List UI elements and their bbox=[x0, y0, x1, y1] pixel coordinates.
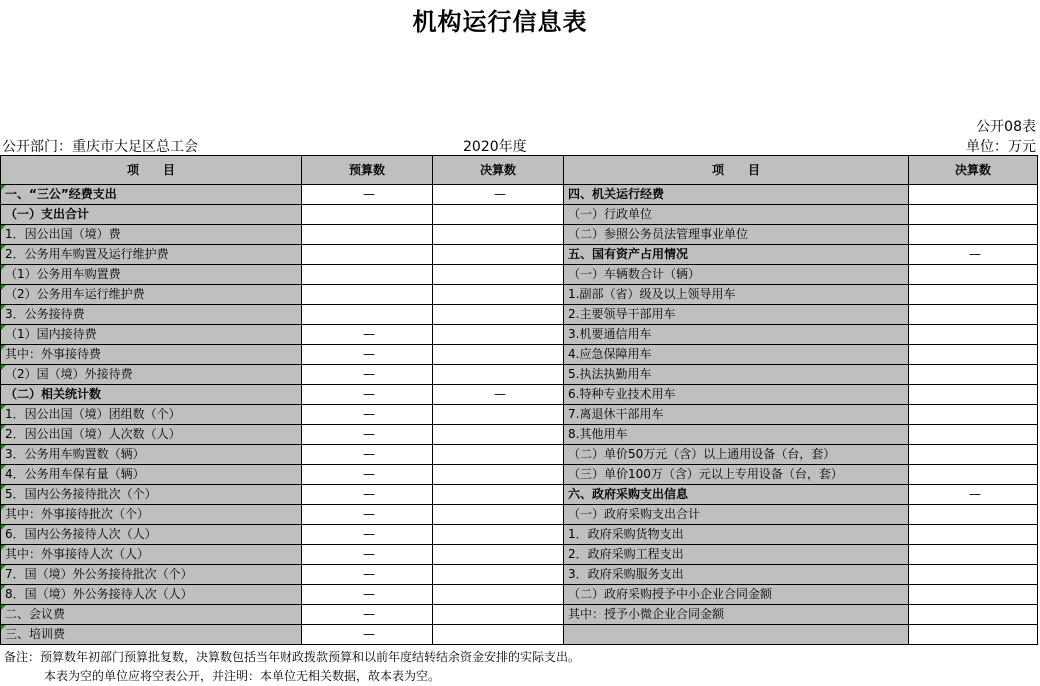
left-item-label bbox=[1, 365, 302, 385]
right-item-label-text: 1.副部（省）级及以上领导用车 bbox=[568, 287, 736, 301]
cell-marker-icon bbox=[1, 605, 6, 610]
cell-marker-icon bbox=[1, 465, 6, 470]
cell-marker-icon bbox=[1, 305, 6, 310]
budget-cell bbox=[302, 245, 433, 265]
left-item-label-text: （二）相关统计数 bbox=[5, 387, 102, 401]
page-title: 机构运行信息表 bbox=[412, 8, 588, 36]
final-cell bbox=[433, 605, 564, 625]
budget-cell-text: — bbox=[363, 367, 375, 381]
final-cell bbox=[433, 265, 564, 285]
budget-cell-text: — bbox=[363, 507, 375, 521]
budget-cell bbox=[302, 485, 433, 505]
budget-cell bbox=[302, 605, 433, 625]
budget-cell-text: — bbox=[363, 607, 375, 621]
budget-cell bbox=[302, 285, 433, 305]
table-row bbox=[1, 525, 1038, 545]
right-final-cell bbox=[909, 505, 1038, 525]
right-final-cell bbox=[909, 545, 1038, 565]
left-item-label-text: 3．公务用车购置数（辆） bbox=[5, 447, 145, 461]
budget-cell bbox=[302, 205, 433, 225]
right-item-label-text: 2．政府采购工程支出 bbox=[568, 547, 684, 561]
budget-cell bbox=[302, 325, 433, 345]
left-item-label-text: 2．公务用车购置及运行维护费 bbox=[5, 247, 169, 261]
final-cell bbox=[433, 285, 564, 305]
budget-cell-text: — bbox=[363, 487, 375, 501]
table-code: 公开08表 bbox=[976, 119, 1036, 135]
right-final-cell bbox=[909, 225, 1038, 245]
right-final-cell bbox=[909, 465, 1038, 485]
cell-marker-icon bbox=[1, 325, 6, 330]
right-final-cell bbox=[909, 425, 1038, 445]
table-row bbox=[1, 465, 1038, 485]
unit-label: 单位：万元 bbox=[966, 139, 1036, 155]
right-item-label-text: 六、政府采购支出信息 bbox=[568, 487, 689, 501]
final-cell bbox=[433, 585, 564, 605]
budget-cell-text: — bbox=[363, 387, 375, 401]
right-item-label bbox=[564, 625, 909, 645]
cell-marker-icon bbox=[1, 585, 6, 590]
cell-marker-icon bbox=[1, 265, 6, 270]
left-item-label-text: （2）国（境）外接待费 bbox=[5, 367, 133, 381]
budget-cell bbox=[302, 345, 433, 365]
final-cell bbox=[433, 485, 564, 505]
right-item-label-text: 五、国有资产占用情况 bbox=[568, 247, 689, 261]
cell-marker-icon bbox=[1, 245, 6, 250]
left-item-label-text: 3．公务接待费 bbox=[5, 307, 85, 321]
budget-cell bbox=[302, 265, 433, 285]
left-item-label-text: （2）公务用车运行维护费 bbox=[5, 287, 145, 301]
cell-marker-icon bbox=[1, 405, 6, 410]
right-item-label bbox=[564, 245, 909, 265]
left-item-label bbox=[1, 345, 302, 365]
right-item-label-text: （一）车辆数合计（辆） bbox=[568, 267, 701, 281]
budget-cell-text: — bbox=[363, 547, 375, 561]
right-item-label bbox=[564, 565, 909, 585]
left-item-label bbox=[1, 225, 302, 245]
left-item-label-text: 其中：外事接待人次（人） bbox=[5, 547, 150, 561]
left-item-label bbox=[1, 265, 302, 285]
right-item-label bbox=[564, 545, 909, 565]
final-cell bbox=[433, 325, 564, 345]
final-cell bbox=[433, 425, 564, 445]
budget-cell bbox=[302, 465, 433, 485]
final-cell bbox=[433, 445, 564, 465]
left-item-label-text: 5．国内公务接待批次（个） bbox=[5, 487, 157, 501]
budget-cell-text: — bbox=[363, 567, 375, 581]
left-item-label bbox=[1, 425, 302, 445]
left-item-label bbox=[1, 405, 302, 425]
right-final-cell bbox=[909, 625, 1038, 645]
info-table bbox=[0, 155, 1038, 645]
left-item-label-text: 4．公务用车保有量（辆） bbox=[5, 467, 145, 481]
right-item-label bbox=[564, 225, 909, 245]
department-label: 公开部门：重庆市大足区总工会 bbox=[2, 139, 198, 155]
budget-cell bbox=[302, 625, 433, 645]
budget-cell-text: — bbox=[363, 427, 375, 441]
right-final-cell bbox=[909, 565, 1038, 585]
final-cell bbox=[433, 545, 564, 565]
right-final-cell bbox=[909, 485, 1038, 505]
note-line-2: 本表为空的单位应将空表公开，并注明：本单位无相关数据，故本表为空。 bbox=[44, 669, 441, 683]
header-right-item: 项 目 bbox=[564, 156, 909, 185]
left-item-label-text: 三、培训费 bbox=[5, 627, 66, 641]
budget-cell-text: — bbox=[363, 587, 375, 601]
left-item-label bbox=[1, 525, 302, 545]
right-item-label bbox=[564, 325, 909, 345]
budget-cell bbox=[302, 385, 433, 405]
right-item-label-text: 其中：授予小微企业合同金额 bbox=[568, 607, 725, 621]
right-item-label-text: （一）行政单位 bbox=[568, 207, 653, 221]
right-final-cell bbox=[909, 345, 1038, 365]
right-item-label bbox=[564, 525, 909, 545]
right-item-label-text: 1．政府采购货物支出 bbox=[568, 527, 684, 541]
right-item-label bbox=[564, 205, 909, 225]
left-item-label-text: 1．因公出国（境）费 bbox=[5, 227, 121, 241]
right-item-label-text: （三）单价100万（含）元以上专用设备（台，套） bbox=[568, 467, 843, 481]
right-final-cell bbox=[909, 285, 1038, 305]
final-cell bbox=[433, 405, 564, 425]
table-row bbox=[1, 565, 1038, 585]
budget-cell bbox=[302, 565, 433, 585]
right-final-cell bbox=[909, 365, 1038, 385]
final-cell bbox=[433, 345, 564, 365]
right-final-cell bbox=[909, 325, 1038, 345]
table-row bbox=[1, 245, 1038, 265]
final-cell bbox=[433, 385, 564, 405]
left-item-label-text: 2．因公出国（境）人次数（人） bbox=[5, 427, 181, 441]
cell-marker-icon bbox=[1, 445, 6, 450]
right-final-cell bbox=[909, 585, 1038, 605]
left-item-label bbox=[1, 545, 302, 565]
left-item-label-text: 8．国（境）外公务接待人次（人） bbox=[5, 587, 193, 601]
budget-cell bbox=[302, 405, 433, 425]
left-item-label bbox=[1, 565, 302, 585]
right-item-label bbox=[564, 265, 909, 285]
left-item-label bbox=[1, 625, 302, 645]
table-row bbox=[1, 585, 1038, 605]
left-item-label bbox=[1, 185, 302, 205]
table-row bbox=[1, 365, 1038, 385]
budget-cell-text: — bbox=[363, 327, 375, 341]
right-item-label-text: （二）单价50万元（含）以上通用设备（台，套） bbox=[568, 447, 836, 461]
right-item-label-text: 2.主要领导干部用车 bbox=[568, 307, 676, 321]
budget-cell bbox=[302, 225, 433, 245]
table-row bbox=[1, 405, 1038, 425]
right-item-label bbox=[564, 445, 909, 465]
table-row bbox=[1, 625, 1038, 645]
right-final-cell-text: — bbox=[969, 487, 981, 501]
left-item-label bbox=[1, 485, 302, 505]
right-item-label-text: 6.特种专业技术用车 bbox=[568, 387, 676, 401]
right-final-cell bbox=[909, 185, 1038, 205]
table-row bbox=[1, 605, 1038, 625]
right-item-label-text: 3．政府采购服务支出 bbox=[568, 567, 684, 581]
right-item-label bbox=[564, 425, 909, 445]
right-item-label bbox=[564, 485, 909, 505]
final-cell bbox=[433, 625, 564, 645]
budget-cell bbox=[302, 585, 433, 605]
final-cell-text: — bbox=[494, 187, 506, 201]
left-item-label bbox=[1, 385, 302, 405]
table-header-row bbox=[1, 156, 1038, 185]
cell-marker-icon bbox=[1, 345, 6, 350]
right-final-cell bbox=[909, 405, 1038, 425]
table-row bbox=[1, 265, 1038, 285]
left-item-label-text: 7．国（境）外公务接待批次（个） bbox=[5, 567, 193, 581]
final-cell bbox=[433, 565, 564, 585]
cell-marker-icon bbox=[1, 545, 6, 550]
header-right-final: 决算数 bbox=[909, 156, 1038, 185]
final-cell bbox=[433, 365, 564, 385]
left-item-label-text: 6．国内公务接待人次（人） bbox=[5, 527, 157, 541]
right-final-cell bbox=[909, 385, 1038, 405]
table-row bbox=[1, 325, 1038, 345]
table-row bbox=[1, 345, 1038, 365]
budget-cell bbox=[302, 525, 433, 545]
table-row bbox=[1, 185, 1038, 205]
left-item-label-text: 其中：外事接待费 bbox=[5, 347, 102, 361]
right-item-label-text: （二）参照公务员法管理事业单位 bbox=[568, 227, 749, 241]
table-row bbox=[1, 385, 1038, 405]
budget-cell-text: — bbox=[363, 187, 375, 201]
cell-marker-icon bbox=[1, 285, 6, 290]
right-item-label bbox=[564, 305, 909, 325]
final-cell bbox=[433, 205, 564, 225]
left-item-label bbox=[1, 285, 302, 305]
right-item-label-text: （一）政府采购支出合计 bbox=[568, 507, 701, 521]
cell-marker-icon bbox=[1, 525, 6, 530]
left-item-label bbox=[1, 465, 302, 485]
notes bbox=[4, 648, 580, 686]
right-item-label bbox=[564, 465, 909, 485]
budget-cell bbox=[302, 445, 433, 465]
right-final-cell bbox=[909, 305, 1038, 325]
budget-cell-text: — bbox=[363, 467, 375, 481]
right-final-cell bbox=[909, 605, 1038, 625]
left-item-label bbox=[1, 305, 302, 325]
header-final: 决算数 bbox=[433, 156, 564, 185]
right-final-cell bbox=[909, 265, 1038, 285]
left-item-label-text: 其中：外事接待批次（个） bbox=[5, 507, 150, 521]
right-item-label-text: 3.机要通信用车 bbox=[568, 327, 652, 341]
budget-cell bbox=[302, 505, 433, 525]
budget-cell-text: — bbox=[363, 347, 375, 361]
left-item-label-text: 1．因公出国（境）团组数（个） bbox=[5, 407, 181, 421]
cell-marker-icon bbox=[1, 505, 6, 510]
right-item-label bbox=[564, 185, 909, 205]
budget-cell-text: — bbox=[363, 407, 375, 421]
table-row bbox=[1, 445, 1038, 465]
right-final-cell bbox=[909, 205, 1038, 225]
right-item-label-text: 8.其他用车 bbox=[568, 427, 628, 441]
cell-marker-icon bbox=[1, 225, 6, 230]
table-row bbox=[1, 225, 1038, 245]
header-budget: 预算数 bbox=[302, 156, 433, 185]
cell-marker-icon bbox=[1, 365, 6, 370]
budget-cell bbox=[302, 365, 433, 385]
note-line-1: 备注：预算数年初部门预算批复数，决算数包括当年财政拨款预算和以前年度结转结余资金安排的实际支出。 bbox=[4, 650, 581, 664]
cell-marker-icon bbox=[1, 485, 6, 490]
final-cell bbox=[433, 305, 564, 325]
budget-cell bbox=[302, 305, 433, 325]
final-cell bbox=[433, 525, 564, 545]
left-item-label-text: （1）公务用车购置费 bbox=[5, 267, 121, 281]
right-item-label bbox=[564, 385, 909, 405]
right-item-label-text: 7.离退休干部用车 bbox=[568, 407, 664, 421]
cell-marker-icon bbox=[1, 185, 6, 190]
left-item-label-text: 二、会议费 bbox=[5, 607, 66, 621]
right-item-label bbox=[564, 605, 909, 625]
right-final-cell bbox=[909, 525, 1038, 545]
final-cell-text: — bbox=[494, 387, 506, 401]
right-final-cell-text: — bbox=[969, 247, 981, 261]
budget-cell-text: — bbox=[363, 527, 375, 541]
header-left-item: 项 目 bbox=[1, 156, 302, 185]
left-item-label bbox=[1, 245, 302, 265]
right-item-label-text: 四、机关运行经费 bbox=[568, 187, 665, 201]
left-item-label bbox=[1, 445, 302, 465]
budget-cell-text: — bbox=[363, 627, 375, 641]
cell-marker-icon bbox=[1, 565, 6, 570]
table-row bbox=[1, 485, 1038, 505]
table-row bbox=[1, 505, 1038, 525]
right-item-label bbox=[564, 585, 909, 605]
right-final-cell bbox=[909, 245, 1038, 265]
right-item-label-text: 5.执法执勤用车 bbox=[568, 367, 652, 381]
final-cell bbox=[433, 505, 564, 525]
final-cell bbox=[433, 465, 564, 485]
left-item-label bbox=[1, 605, 302, 625]
left-item-label bbox=[1, 505, 302, 525]
right-item-label-text: （二）政府采购授予中小企业合同金额 bbox=[568, 587, 773, 601]
right-item-label bbox=[564, 345, 909, 365]
right-item-label bbox=[564, 505, 909, 525]
budget-cell bbox=[302, 545, 433, 565]
final-cell bbox=[433, 245, 564, 265]
year-label: 2020年度 bbox=[463, 139, 527, 155]
budget-cell bbox=[302, 425, 433, 445]
table-row bbox=[1, 425, 1038, 445]
table-row bbox=[1, 545, 1038, 565]
left-item-label-text: （一）支出合计 bbox=[5, 207, 90, 221]
left-item-label bbox=[1, 205, 302, 225]
right-item-label bbox=[564, 365, 909, 385]
table-row bbox=[1, 285, 1038, 305]
cell-marker-icon bbox=[1, 425, 6, 430]
final-cell bbox=[433, 225, 564, 245]
cell-marker-icon bbox=[1, 625, 6, 630]
budget-cell bbox=[302, 185, 433, 205]
budget-cell-text: — bbox=[363, 447, 375, 461]
right-item-label-text: 4.应急保障用车 bbox=[568, 347, 652, 361]
table-row bbox=[1, 205, 1038, 225]
left-item-label bbox=[1, 585, 302, 605]
left-item-label-text: 一、“三公”经费支出 bbox=[5, 187, 117, 201]
right-final-cell bbox=[909, 445, 1038, 465]
left-item-label-text: （1）国内接待费 bbox=[5, 327, 97, 341]
right-item-label bbox=[564, 285, 909, 305]
left-item-label bbox=[1, 325, 302, 345]
final-cell bbox=[433, 185, 564, 205]
right-item-label bbox=[564, 405, 909, 425]
table-row bbox=[1, 305, 1038, 325]
